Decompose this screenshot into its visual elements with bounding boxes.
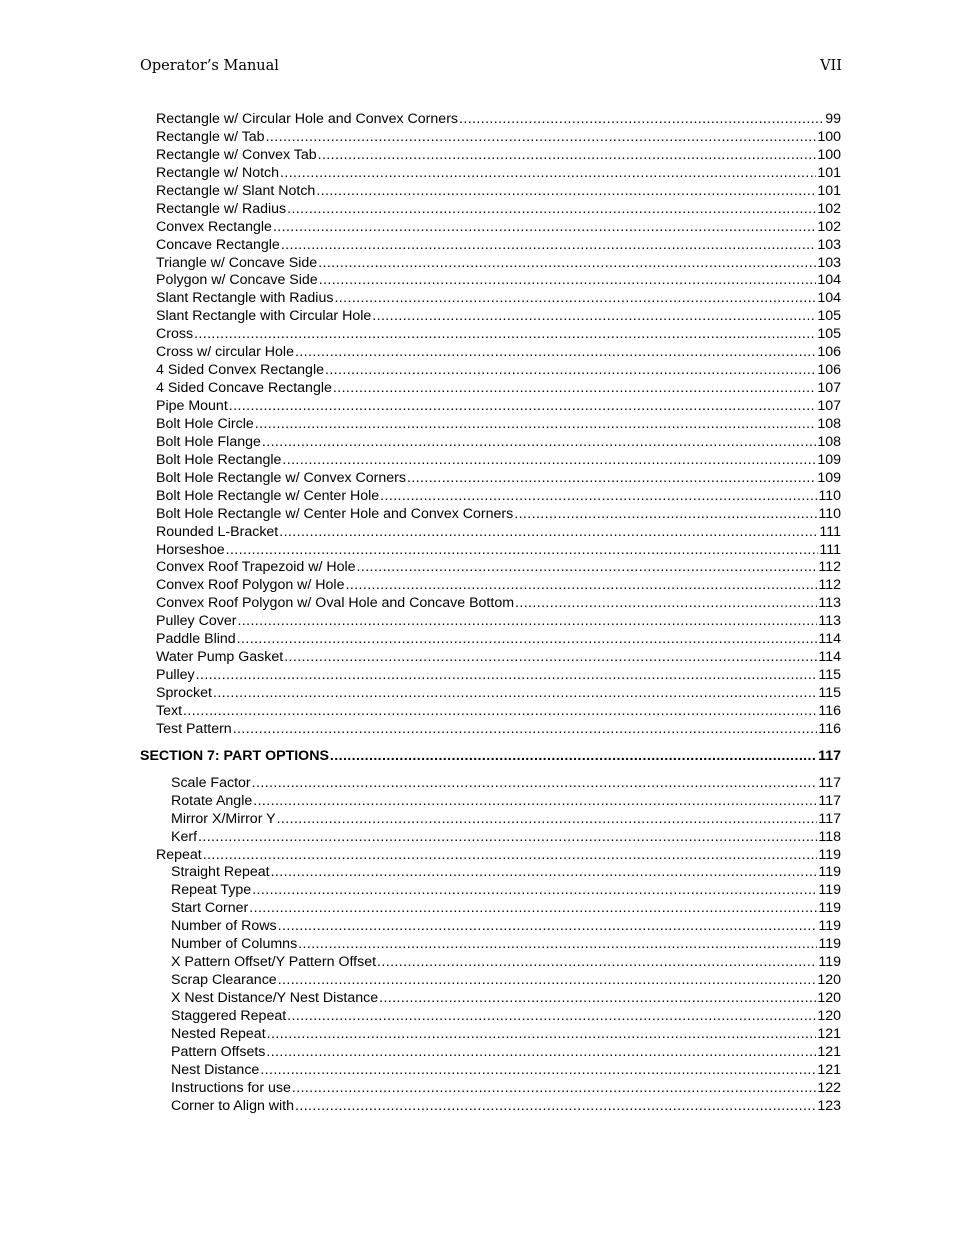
toc-entry[interactable] [0, 775, 954, 793]
toc-entry-page: 117 [818, 792, 841, 809]
toc-entry[interactable] [0, 1044, 954, 1062]
toc-entry[interactable] [0, 470, 954, 488]
toc-entry-page: 118 [818, 828, 841, 845]
toc-entry[interactable] [0, 972, 954, 990]
toc-entry-page: 108 [817, 415, 841, 432]
toc-entry[interactable] [0, 416, 954, 434]
toc-entry[interactable] [0, 829, 954, 847]
toc-dot-leader [295, 1098, 816, 1116]
toc-entry-title: Straight Repeat [171, 864, 270, 881]
toc-dot-leader [295, 344, 816, 362]
toc-entry-title: SECTION 7: PART OPTIONS [140, 747, 329, 764]
toc-entry-title: Repeat [156, 846, 202, 863]
toc-entry-page: 119 [818, 882, 841, 899]
toc-entry-title: Rectangle w/ Radius [156, 200, 287, 217]
toc-dot-leader [407, 470, 816, 488]
toc-dot-leader [298, 936, 817, 954]
toc-entry-title: Repeat Type [171, 882, 252, 899]
toc-dot-leader [253, 793, 817, 811]
toc-entry-title: Bolt Hole Rectangle w/ Center Hole and Convex Corners [156, 505, 514, 522]
toc-entry[interactable] [0, 685, 954, 703]
toc-entry-page: 107 [817, 398, 841, 414]
toc-entry-page: 105 [817, 326, 841, 343]
toc-dot-leader [229, 398, 817, 416]
toc-entry-title: Bolt Hole Circle [156, 415, 254, 432]
toc-entry-title: Slant Rectangle with Circular Hole [156, 308, 372, 325]
toc-entry-title: Instructions for use [171, 1079, 291, 1096]
toc-entry-page: 104 [817, 272, 841, 289]
toc-entry[interactable] [0, 613, 954, 631]
toc-dot-leader [372, 308, 816, 326]
toc-entry-title: Staggered Repeat [171, 1007, 287, 1024]
toc-entry-title: Test Pattern [156, 720, 232, 737]
toc-entry-title: Nested Repeat [171, 1025, 266, 1042]
toc-entry-page: 106 [817, 362, 841, 379]
toc-entry-title: Text [156, 702, 183, 719]
toc-entry-page: 100 [817, 128, 841, 145]
toc-dot-leader [316, 183, 816, 201]
toc-dot-leader [194, 326, 816, 344]
toc-entry-title: Triangle w/ Concave Side [156, 254, 318, 271]
toc-dot-leader [459, 111, 824, 129]
toc-dot-leader [514, 506, 817, 524]
toc-entry[interactable] [0, 326, 954, 344]
toc-entry-page: 114 [818, 649, 841, 666]
toc-entry-page: 105 [817, 308, 841, 325]
toc-entry-page: 107 [817, 380, 841, 397]
toc-entry[interactable] [0, 542, 954, 560]
toc-entry-page: 112 [818, 559, 841, 576]
toc-entry[interactable] [0, 111, 954, 129]
toc-entry[interactable] [0, 1026, 954, 1044]
toc-dot-leader [292, 1080, 816, 1098]
toc-entry-page: 119 [818, 918, 841, 935]
toc-entry[interactable] [0, 936, 954, 954]
toc-entry-page: 103 [817, 236, 841, 253]
toc-dot-leader [213, 685, 817, 703]
toc-entry-title: Concave Rectangle [156, 236, 280, 253]
toc-entry-page: 103 [817, 254, 841, 271]
toc-entry-title: Pipe Mount [156, 398, 228, 414]
toc-section-heading[interactable] [0, 748, 954, 766]
toc-entry-page: 119 [818, 900, 841, 917]
toc-dot-leader [377, 954, 817, 972]
toc-entry-page: 117 [818, 774, 841, 791]
toc-entry-title: Pulley [156, 667, 195, 684]
toc-dot-leader [515, 595, 817, 613]
toc-entry[interactable] [0, 631, 954, 649]
toc-entry-page: 119 [818, 864, 841, 881]
toc-entry[interactable] [0, 290, 954, 308]
toc-dot-leader [252, 775, 818, 793]
toc-dot-leader [277, 811, 818, 829]
toc-dot-leader [287, 201, 816, 219]
toc-dot-leader [325, 362, 816, 380]
toc-dot-leader [345, 577, 817, 595]
toc-entry[interactable] [0, 721, 954, 739]
toc-entry[interactable] [0, 882, 954, 900]
toc-entry-title: Rectangle w/ Notch [156, 164, 280, 181]
toc-entry-title: Corner to Align with [171, 1097, 295, 1114]
toc-entry-page: 110 [818, 505, 841, 522]
toc-entry-title: Rotate Angle [171, 792, 253, 809]
toc-entry[interactable] [0, 362, 954, 380]
toc-entry[interactable] [0, 272, 954, 290]
toc-dot-leader [262, 434, 816, 452]
toc-entry-title: Rectangle w/ Tab [156, 128, 265, 145]
toc-entry[interactable] [0, 183, 954, 201]
toc-entry-page: 114 [818, 631, 841, 648]
toc-entry-page: 120 [817, 972, 841, 989]
toc-entry-page: 100 [817, 146, 841, 163]
toc-entry-page: 109 [817, 469, 841, 486]
toc-dot-leader [233, 721, 818, 739]
toc-entry-title: X Pattern Offset/Y Pattern Offset [171, 954, 377, 971]
toc-entry[interactable] [0, 954, 954, 972]
toc-entry-title: Water Pump Gasket [156, 649, 284, 666]
toc-dot-leader [279, 524, 818, 542]
toc-entry-title: Bolt Hole Rectangle w/ Convex Corners [156, 469, 406, 486]
toc-entry-title: Scrap Clearance [171, 972, 277, 989]
toc-dot-leader [255, 416, 817, 434]
toc-entry-title: Scale Factor [171, 774, 251, 791]
toc-entry-title: Nest Distance [171, 1061, 260, 1078]
toc-entry[interactable] [0, 918, 954, 936]
toc-entry-page: 99 [825, 111, 841, 127]
toc-entry-title: Kerf [171, 828, 198, 845]
toc-entry-page: 113 [818, 595, 841, 612]
toc-entry[interactable] [0, 452, 954, 470]
toc-dot-leader [284, 649, 817, 667]
toc-entry-page: 121 [817, 1025, 841, 1042]
toc-entry[interactable] [0, 1008, 954, 1026]
toc-dot-leader [280, 165, 816, 183]
toc-dot-leader [252, 882, 817, 900]
toc-entry[interactable] [0, 344, 954, 362]
toc-entry-page: 108 [817, 433, 841, 450]
toc-entry[interactable] [0, 649, 954, 667]
toc-entry-title: Convex Roof Polygon w/ Oval Hole and Concave Bottom [156, 595, 515, 612]
toc-entry-page: 120 [817, 990, 841, 1006]
toc-entry-page: 109 [817, 451, 841, 468]
toc-entry-page: 119 [818, 846, 841, 863]
toc-dot-leader [281, 237, 817, 255]
toc-entry[interactable] [0, 1062, 954, 1080]
toc-dot-leader [237, 631, 818, 649]
toc-entry-title: Bolt Hole Flange [156, 433, 261, 450]
toc-dot-leader [330, 748, 817, 766]
toc-entry-page: 115 [818, 667, 841, 684]
toc-entry[interactable] [0, 255, 954, 273]
toc-entry-page: 116 [818, 702, 841, 719]
toc-entry[interactable] [0, 595, 954, 613]
toc-entry-title: Pattern Offsets [171, 1043, 266, 1060]
toc-dot-leader [380, 488, 817, 506]
toc-entry[interactable] [0, 129, 954, 147]
toc-entry[interactable] [0, 524, 954, 542]
toc-entry-title: Pulley Cover [156, 613, 237, 630]
toc-entry[interactable] [0, 1080, 954, 1098]
toc-dot-leader [282, 452, 816, 470]
toc-dot-leader [333, 380, 816, 398]
toc-entry-title: Rectangle w/ Slant Notch [156, 182, 316, 199]
toc-entry-title: X Nest Distance/Y Nest Distance [171, 990, 379, 1006]
toc-dot-leader [318, 147, 817, 165]
toc-entry-title: Start Corner [171, 900, 249, 917]
toc-dot-leader [334, 290, 816, 308]
toc-entry[interactable] [0, 793, 954, 811]
toc-dot-leader [198, 829, 817, 847]
toc-dot-leader [287, 1008, 816, 1026]
toc-entry[interactable] [0, 165, 954, 183]
toc-entry-title: Rectangle w/ Convex Tab [156, 146, 317, 163]
toc-entry[interactable] [0, 434, 954, 452]
toc-dot-leader [278, 972, 817, 990]
toc-entry-page: 115 [818, 685, 841, 701]
toc-entry-page: 119 [818, 954, 841, 971]
toc-dot-leader [273, 219, 816, 237]
toc-entry-page: 117 [818, 810, 841, 827]
toc-entry-page: 110 [818, 487, 841, 504]
toc-entry-title: Convex Roof Trapezoid w/ Hole [156, 559, 356, 576]
toc-dot-leader [249, 900, 817, 918]
toc-entry-page: 101 [817, 164, 841, 181]
toc-dot-leader [357, 559, 818, 577]
toc-entry[interactable] [0, 900, 954, 918]
toc-dot-leader [237, 613, 817, 631]
toc-entry-title: 4 Sided Convex Rectangle [156, 362, 324, 379]
toc-entry-page: 121 [817, 1043, 841, 1060]
toc-dot-leader [267, 1026, 817, 1044]
toc-entry[interactable] [0, 577, 954, 595]
toc-dot-leader [271, 864, 818, 882]
toc-entry[interactable] [0, 703, 954, 721]
header-title: Operator’s Manual [140, 58, 279, 74]
toc-entry-page: 106 [817, 344, 841, 361]
toc-dot-leader [379, 990, 816, 1008]
toc-entry[interactable] [0, 1098, 954, 1116]
toc-entry-page: 123 [817, 1097, 841, 1114]
toc-dot-leader [266, 1044, 816, 1062]
toc-entry[interactable] [0, 308, 954, 326]
toc-entry-title: Rounded L-Bracket [156, 523, 279, 540]
toc-entry-title: Number of Columns [171, 936, 298, 953]
toc-entry-page: 122 [817, 1079, 841, 1096]
toc-entry-page: 111 [819, 541, 841, 558]
toc-dot-leader [318, 255, 816, 273]
toc-entry-page: 101 [817, 182, 841, 199]
toc-entry[interactable] [0, 147, 954, 165]
toc-entry-title: Rectangle w/ Circular Hole and Convex Corners [156, 111, 459, 127]
toc-entry-title: Cross [156, 326, 194, 343]
toc-entry-page: 119 [818, 936, 841, 953]
toc-entry-title: Horseshoe [156, 541, 225, 558]
toc-entry[interactable] [0, 559, 954, 577]
toc-entry-title: Cross w/ circular Hole [156, 344, 294, 361]
toc-entry[interactable] [0, 380, 954, 398]
toc-dot-leader [260, 1062, 816, 1080]
toc-dot-leader [196, 667, 818, 685]
toc-entry-page: 111 [819, 523, 841, 540]
toc-entry-title: Sprocket [156, 685, 212, 701]
toc-entry-page: 117 [818, 747, 841, 764]
toc-entry-title: Convex Roof Polygon w/ Hole [156, 577, 345, 594]
toc-entry[interactable] [0, 990, 954, 1008]
header-page-number: VII [820, 58, 842, 74]
toc-entry-title: 4 Sided Concave Rectangle [156, 380, 332, 397]
toc-entry[interactable] [0, 847, 954, 865]
toc-entry-page: 120 [817, 1007, 841, 1024]
toc-entry-page: 121 [817, 1061, 841, 1078]
toc-entry[interactable] [0, 506, 954, 524]
toc-entry-title: Bolt Hole Rectangle w/ Center Hole [156, 487, 380, 504]
table-of-contents [0, 111, 954, 1116]
toc-entry-page: 116 [818, 720, 841, 737]
toc-entry[interactable] [0, 398, 954, 416]
toc-entry-page: 112 [818, 577, 841, 594]
toc-entry[interactable] [0, 219, 954, 237]
toc-dot-leader [183, 703, 817, 721]
toc-dot-leader [319, 272, 817, 290]
toc-entry[interactable] [0, 201, 954, 219]
toc-entry-title: Bolt Hole Rectangle [156, 451, 282, 468]
toc-entry[interactable] [0, 864, 954, 882]
toc-entry-title: Paddle Blind [156, 631, 236, 648]
toc-entry[interactable] [0, 811, 954, 829]
toc-entry-page: 102 [817, 200, 841, 217]
toc-entry[interactable] [0, 667, 954, 685]
toc-entry-title: Number of Rows [171, 918, 277, 935]
toc-entry-page: 104 [817, 290, 841, 307]
toc-entry[interactable] [0, 488, 954, 506]
toc-entry-title: Convex Rectangle [156, 218, 272, 235]
toc-entry-page: 102 [817, 218, 841, 235]
toc-dot-leader [226, 542, 819, 560]
toc-dot-leader [266, 129, 817, 147]
page-header [140, 56, 842, 76]
toc-dot-leader [203, 847, 818, 865]
toc-entry-title: Mirror X/Mirror Y [171, 810, 276, 827]
toc-dot-leader [278, 918, 818, 936]
toc-entry-page: 113 [818, 613, 841, 630]
toc-entry-title: Polygon w/ Concave Side [156, 272, 318, 289]
toc-entry-title: Slant Rectangle with Radius [156, 290, 334, 307]
toc-entry[interactable] [0, 237, 954, 255]
